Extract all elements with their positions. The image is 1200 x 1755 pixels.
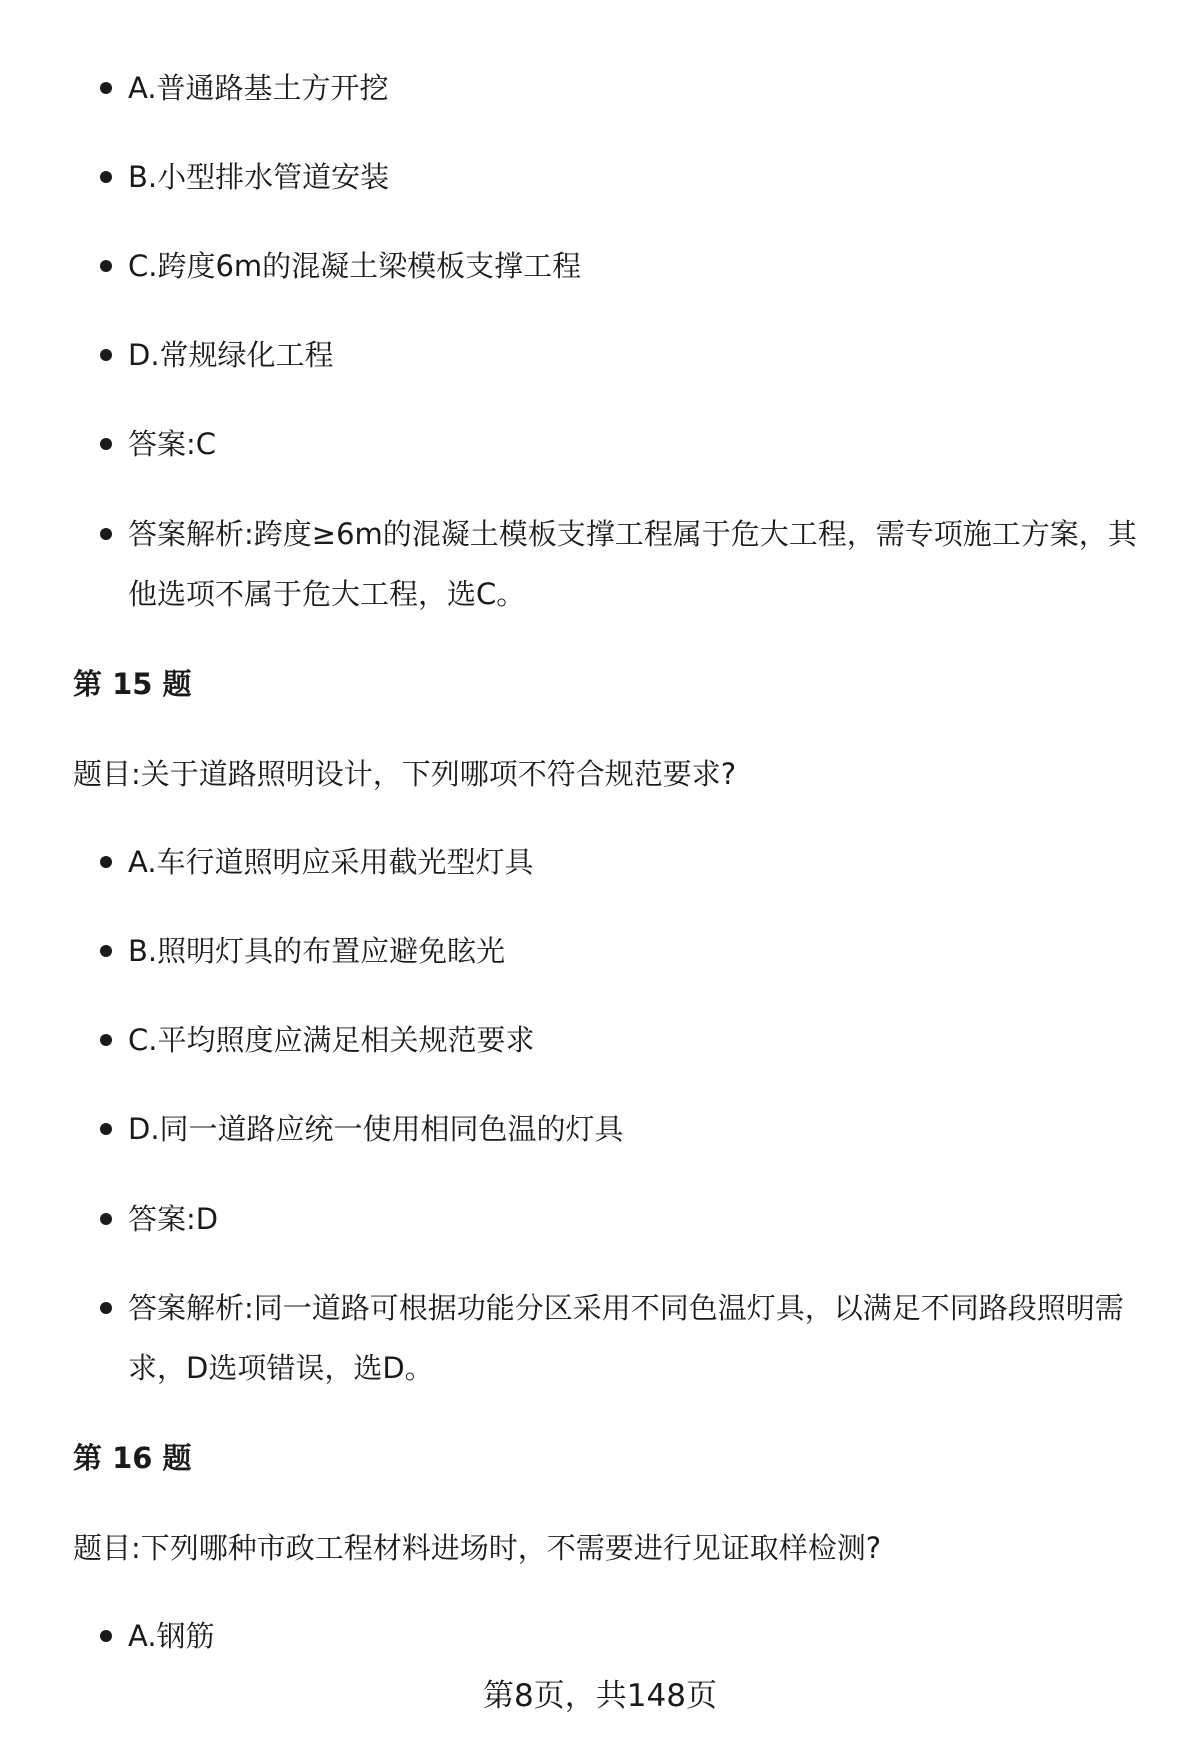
option-text: D.常规绿化工程 (128, 338, 334, 372)
q14-analysis (128, 504, 1158, 624)
bullet-icon (100, 1630, 112, 1642)
option-text: A.车行道照明应采用截光型灯具 (128, 845, 534, 879)
bullet-icon (100, 260, 112, 272)
q15-option-c (128, 1010, 1158, 1070)
analysis-text: 答案解析:跨度≥6m的混凝土模板支撑工程属于危大工程，需专项施工方案，其他选项不属于危大工程，选C。 (128, 517, 1137, 611)
q16-option-a (128, 1606, 1158, 1666)
option-text: A.普通路基土方开挖 (128, 71, 389, 105)
q15-option-a (128, 832, 1158, 892)
option-text: C.平均照度应满足相关规范要求 (128, 1023, 535, 1057)
q15-option-b (128, 921, 1158, 981)
bullet-icon (100, 1302, 112, 1314)
answer-text: 答案:D (128, 1202, 219, 1236)
q15-answer (128, 1189, 1158, 1249)
bullet-icon (100, 856, 112, 868)
q14-option-b (128, 147, 1158, 207)
answer-text: 答案:C (128, 427, 217, 461)
bullet-icon (100, 171, 112, 183)
q16-stem: 题目:下列哪种市政工程材料进场时，不需要进行见证取样检测? (73, 1531, 882, 1565)
option-text: B.照明灯具的布置应避免眩光 (128, 934, 506, 968)
q14-answer (128, 414, 1158, 474)
q15-option-d (128, 1099, 1158, 1159)
q16-heading: 第 16 题 (73, 1441, 192, 1475)
option-text: A.钢筋 (128, 1619, 215, 1653)
option-text: B.小型排水管道安装 (128, 160, 390, 194)
bullet-icon (100, 349, 112, 361)
option-text: D.同一道路应统一使用相同色温的灯具 (128, 1112, 624, 1146)
q15-stem: 题目:关于道路照明设计，下列哪项不符合规范要求? (73, 757, 737, 791)
bullet-icon (100, 945, 112, 957)
analysis-text: 答案解析:同一道路可根据功能分区采用不同色温灯具，以满足不同路段照明需求，D选项错误，选D。 (128, 1291, 1124, 1385)
bullet-icon (100, 438, 112, 450)
q14-option-c (128, 236, 1158, 296)
bullet-icon (100, 1034, 112, 1046)
bullet-icon (100, 528, 112, 540)
q15-heading: 第 15 题 (73, 667, 192, 701)
bullet-icon (100, 1123, 112, 1135)
bullet-icon (100, 82, 112, 94)
q14-option-d (128, 325, 1158, 385)
q15-analysis (128, 1278, 1158, 1398)
bullet-icon (100, 1213, 112, 1225)
q14-option-a (128, 58, 1158, 118)
page-number-footer: 第8页，共148页 (483, 1678, 717, 1714)
option-text: C.跨度6m的混凝土梁模板支撑工程 (128, 249, 582, 283)
